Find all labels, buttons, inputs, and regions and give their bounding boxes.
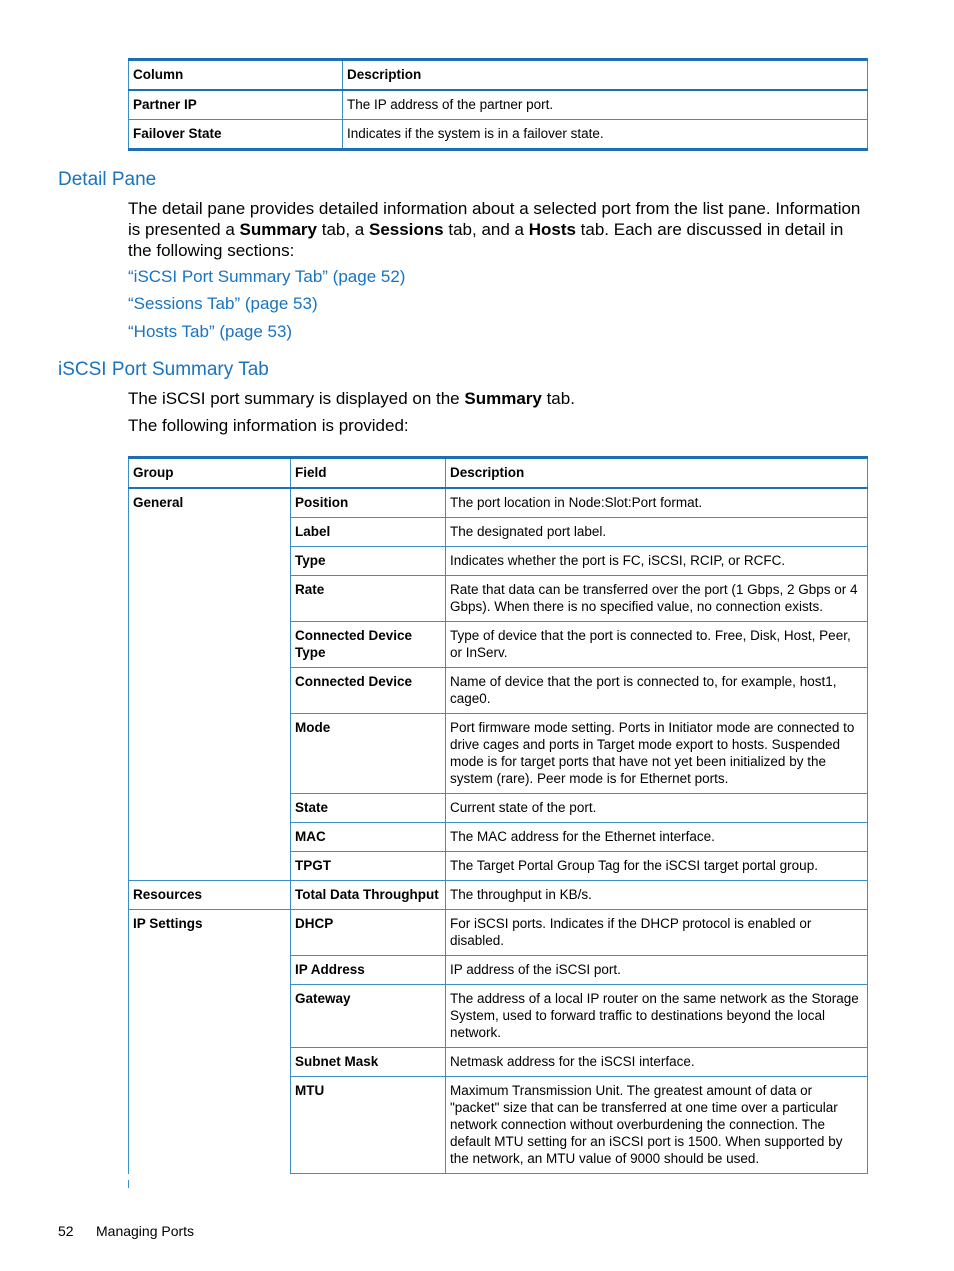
table-row	[129, 518, 868, 547]
table-row	[129, 852, 868, 881]
field-cell: State	[291, 794, 446, 823]
group-cell	[129, 852, 291, 881]
description-cell: Maximum Transmission Unit. The greatest amount of data or "packet" size that can be transferred at one time over a particular network connection without overburdening the connection. The default MTU setting for an iSCSI port is 1500. When supported by the network, an MTU value of 9000 should be used.	[446, 1077, 868, 1174]
table-row	[129, 823, 868, 852]
table-cell: Indicates if the system is in a failover state.	[343, 120, 868, 150]
description-cell: For iSCSI ports. Indicates if the DHCP protocol is enabled or disabled.	[446, 910, 868, 956]
table-row	[129, 956, 868, 985]
table-cell: The IP address of the partner port.	[343, 90, 868, 120]
description-cell: The address of a local IP router on the same network as the Storage System, used to forward traffic to destinations beyond the local network.	[446, 985, 868, 1048]
field-cell: Connected Device	[291, 668, 446, 714]
text: tab. Each are discussed in detail in the following sections:	[128, 220, 844, 260]
description-cell: The port location in Node:Slot:Port format.	[446, 488, 868, 518]
field-cell: Mode	[291, 714, 446, 794]
partner-table	[128, 58, 868, 151]
table-row	[129, 576, 868, 622]
group-cell	[129, 1077, 291, 1174]
summary-paragraph	[128, 388, 870, 409]
detail-paragraph	[128, 198, 870, 261]
table-row	[129, 668, 868, 714]
field-cell: TPGT	[291, 852, 446, 881]
field-cell: Connected Device Type	[291, 622, 446, 668]
field-cell: Rate	[291, 576, 446, 622]
group-cell: IP Settings	[129, 910, 291, 956]
bold-text: Sessions	[368, 220, 444, 239]
description-cell: The MAC address for the Ethernet interface.	[446, 823, 868, 852]
field-cell: Label	[291, 518, 446, 547]
group-cell: Resources	[129, 881, 291, 910]
table-cell: Failover State	[129, 120, 343, 150]
table-edge	[128, 1180, 129, 1188]
group-cell	[129, 622, 291, 668]
field-cell: Type	[291, 547, 446, 576]
link-hosts-tab[interactable]: “Hosts Tab” (page 53)	[128, 322, 293, 341]
description-cell: Netmask address for the iSCSI interface.	[446, 1048, 868, 1077]
col-header-description: Description	[343, 60, 868, 91]
table-row	[129, 120, 868, 150]
table-row	[129, 714, 868, 794]
bold-text: Hosts	[528, 220, 576, 239]
text: tab, and a	[443, 220, 529, 239]
table-row	[129, 985, 868, 1048]
group-cell	[129, 956, 291, 985]
table-row	[129, 488, 868, 518]
description-cell: Rate that data can be transferred over the port (1 Gbps, 2 Gbps or 4 Gbps). When there is no specified value, no connection exists.	[446, 576, 868, 622]
section-heading-detail-pane: Detail Pane	[58, 169, 157, 190]
group-cell	[129, 985, 291, 1048]
group-cell	[129, 794, 291, 823]
field-cell: DHCP	[291, 910, 446, 956]
text: The iSCSI port summary is displayed on the	[128, 389, 465, 408]
group-cell	[129, 823, 291, 852]
description-cell: Name of device that the port is connected to, for example, host1, cage0.	[446, 668, 868, 714]
description-cell: Type of device that the port is connected to. Free, Disk, Host, Peer, or InServ.	[446, 622, 868, 668]
description-cell: Port firmware mode setting. Ports in Initiator mode are connected to drive cages and ports in Target mode export to hosts. Suspended mode is for target ports that have not yet been initialized by the system (rare). Peer mode is for Ethernet ports.	[446, 714, 868, 794]
field-cell: IP Address	[291, 956, 446, 985]
field-cell: Gateway	[291, 985, 446, 1048]
page-number: 52	[58, 1223, 74, 1239]
table-row	[129, 622, 868, 668]
field-cell: Subnet Mask	[291, 1048, 446, 1077]
table-row	[129, 1077, 868, 1174]
table-row	[129, 794, 868, 823]
group-cell: General	[129, 488, 291, 518]
table-cell: Partner IP	[129, 90, 343, 120]
description-cell: IP address of the iSCSI port.	[446, 956, 868, 985]
bold-text: Summary	[464, 389, 542, 408]
table-row	[129, 1048, 868, 1077]
col-header-field: Field	[291, 458, 446, 489]
section-heading-iscsi-port-summary: iSCSI Port Summary Tab	[58, 359, 269, 380]
group-cell	[129, 714, 291, 794]
col-header-group: Group	[129, 458, 291, 489]
description-cell: Indicates whether the port is FC, iSCSI, RCIP, or RCFC.	[446, 547, 868, 576]
group-cell	[129, 668, 291, 714]
footer-title: Managing Ports	[96, 1223, 195, 1239]
link-iscsi-port-summary-tab[interactable]: “iSCSI Port Summary Tab” (page 52)	[128, 267, 406, 286]
group-cell	[129, 547, 291, 576]
text: The detail pane provides detailed information about a selected port from the list pane. Information is presented a	[128, 199, 861, 239]
field-cell: MAC	[291, 823, 446, 852]
group-cell	[129, 576, 291, 622]
table-row	[129, 547, 868, 576]
text: tab, a	[317, 220, 369, 239]
table-row	[129, 881, 868, 910]
summary-table	[128, 456, 868, 1174]
group-cell	[129, 518, 291, 547]
following-paragraph: The following information is provided:	[128, 416, 409, 435]
group-cell	[129, 1048, 291, 1077]
description-cell: The Target Portal Group Tag for the iSCSI target portal group.	[446, 852, 868, 881]
table-row	[129, 910, 868, 956]
table-row	[129, 90, 868, 120]
field-cell: MTU	[291, 1077, 446, 1174]
col-header-description: Description	[446, 458, 868, 489]
description-cell: Current state of the port.	[446, 794, 868, 823]
field-cell: Position	[291, 488, 446, 518]
text: tab.	[541, 389, 575, 408]
bold-text: Summary	[239, 220, 317, 239]
description-cell: The throughput in KB/s.	[446, 881, 868, 910]
description-cell: The designated port label.	[446, 518, 868, 547]
field-cell: Total Data Throughput	[291, 881, 446, 910]
col-header-column: Column	[129, 60, 343, 91]
link-sessions-tab[interactable]: “Sessions Tab” (page 53)	[128, 294, 318, 313]
